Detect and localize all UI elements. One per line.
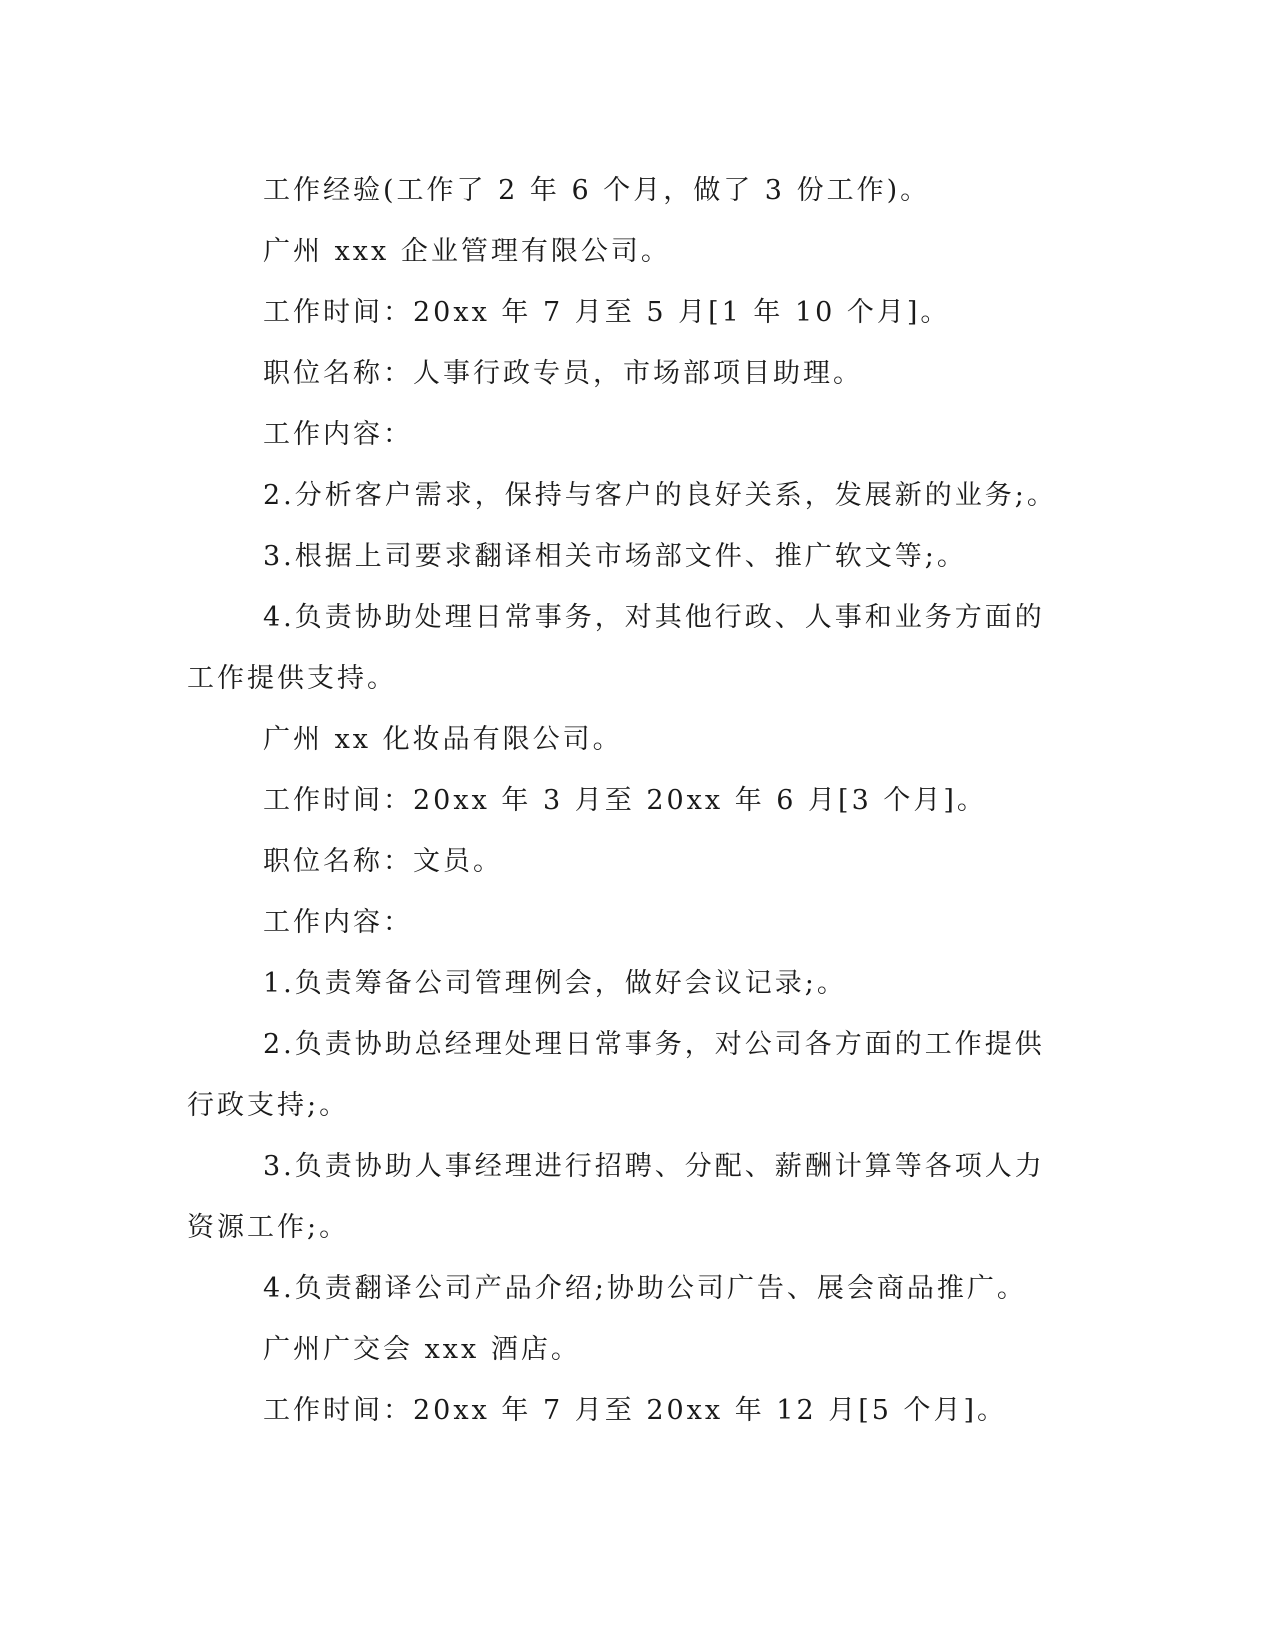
document-body: [187, 160, 1067, 1441]
paragraph-work-content-heading-2: 工作内容：: [263, 907, 413, 938]
paragraph-company-3: 广州广交会 xxx 酒店。: [263, 1334, 581, 1365]
paragraph-duty-2-3: 3.负责协助人事经理进行招聘、分配、薪酬计算等各项人力资源工作;。: [187, 1151, 1045, 1243]
paragraph-duty-1-4: 4.负责协助处理日常事务，对其他行政、人事和业务方面的工作提供支持。: [187, 602, 1045, 694]
paragraph-work-experience-summary: 工作经验(工作了 2 年 6 个月，做了 3 份工作)。: [263, 175, 931, 206]
paragraph-duty-2-2: 2.负责协助总经理处理日常事务，对公司各方面的工作提供行政支持;。: [187, 1029, 1045, 1121]
paragraph-duty-1-3: 3.根据上司要求翻译相关市场部文件、推广软文等;。: [263, 541, 967, 572]
paragraph-work-time-1: 工作时间：20xx 年 7 月至 5 月[1 年 10 个月]。: [263, 297, 951, 328]
paragraph-duty-2-1: 1.负责筹备公司管理例会，做好会议记录;。: [263, 968, 847, 999]
paragraph-work-time-2: 工作时间：20xx 年 3 月至 20xx 年 6 月[3 个月]。: [263, 785, 987, 816]
paragraph-work-time-3: 工作时间：20xx 年 7 月至 20xx 年 12 月[5 个月]。: [263, 1395, 1008, 1426]
paragraph-duty-1-2: 2.分析客户需求，保持与客户的良好关系，发展新的业务;。: [263, 480, 1057, 511]
paragraph-company-2: 广州 xx 化妆品有限公司。: [263, 724, 623, 755]
paragraph-work-content-heading-1: 工作内容：: [263, 419, 413, 450]
paragraph-position-2: 职位名称：文员。: [263, 846, 503, 877]
paragraph-duty-2-4: 4.负责翻译公司产品介绍;协助公司广告、展会商品推广。: [263, 1273, 1027, 1304]
paragraph-position-1: 职位名称：人事行政专员，市场部项目助理。: [263, 358, 863, 389]
paragraph-company-1: 广州 xxx 企业管理有限公司。: [263, 236, 671, 267]
